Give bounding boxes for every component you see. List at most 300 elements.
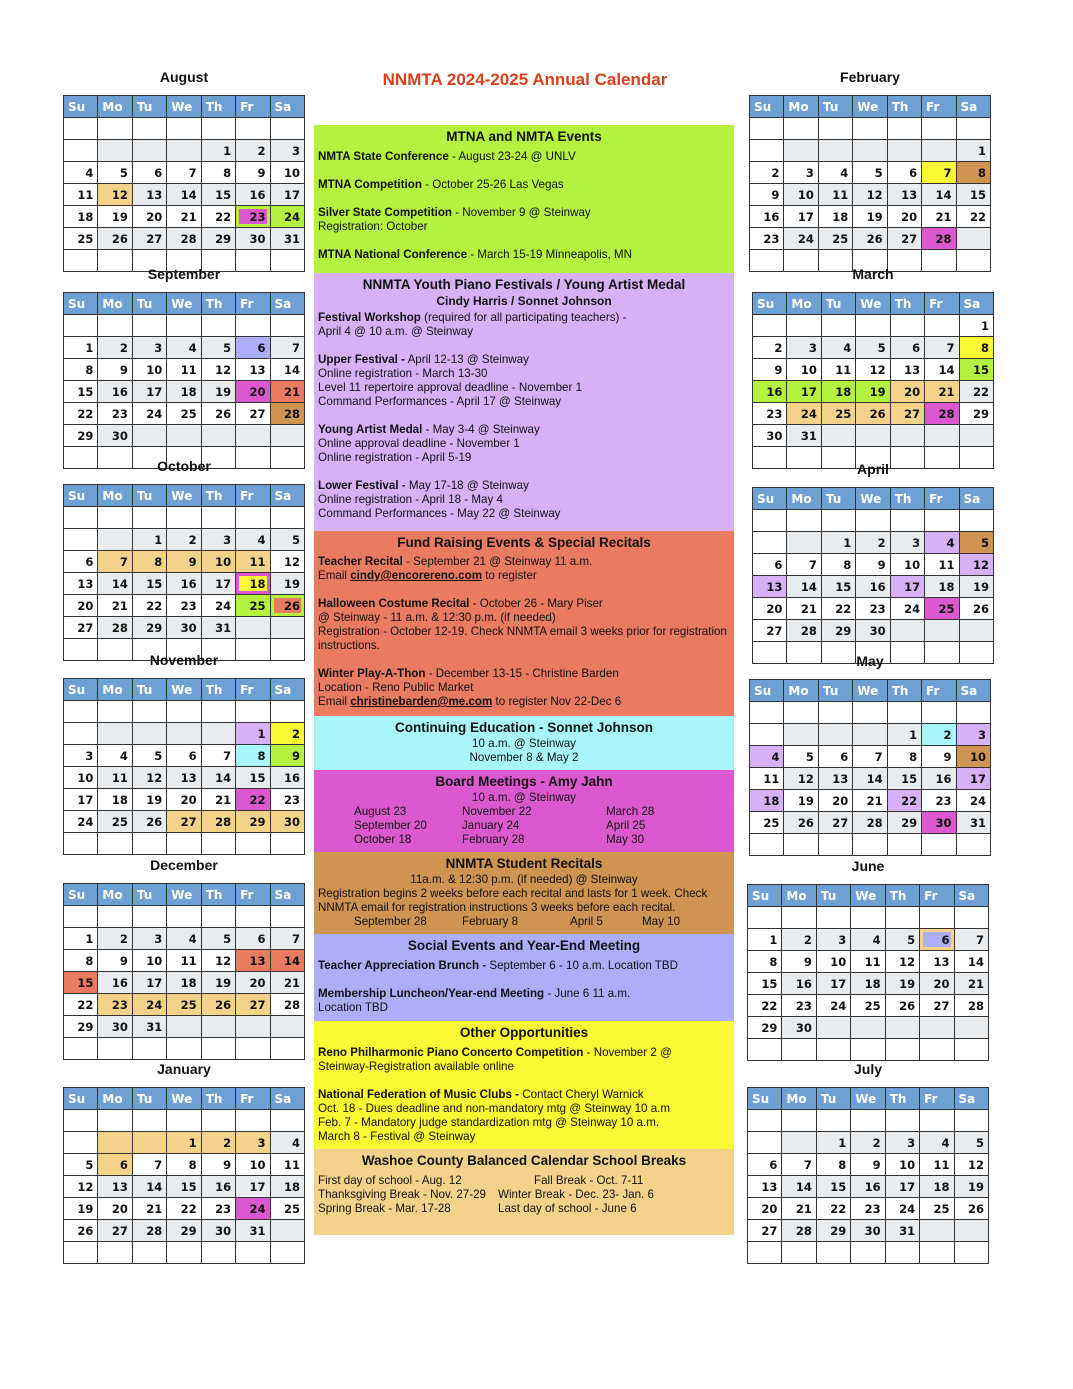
day-cell: 12 [98, 184, 132, 206]
empty-cell [753, 532, 787, 554]
day-cell: 19 [270, 573, 304, 595]
empty-cell [236, 701, 270, 723]
day-cell: 24 [201, 595, 235, 617]
empty-cell [890, 620, 924, 642]
empty-cell [270, 118, 304, 140]
weekday-header: Th [201, 293, 235, 315]
empty-cell [750, 834, 784, 856]
empty-cell [925, 425, 959, 447]
day-cell: 27 [753, 620, 787, 642]
weekday-header: Tu [132, 485, 166, 507]
day-cell: 1 [167, 1132, 201, 1154]
empty-cell [132, 315, 166, 337]
empty-cell [816, 907, 850, 929]
empty-cell [64, 1038, 98, 1060]
section-social-events [314, 934, 734, 1021]
weekday-header: Th [890, 293, 924, 315]
day-cell: 7 [270, 337, 304, 359]
calendar-december [63, 856, 305, 1060]
day-cell: 5 [856, 337, 890, 359]
day-cell: 31 [270, 228, 304, 250]
weekday-header: Sa [270, 96, 304, 118]
day-cell: 7 [98, 551, 132, 573]
event-item: Reno Philharmonic Piano Concerto Competition - November 2 @ Steinway-Registration available online [318, 1046, 672, 1073]
day-cell: 18 [64, 206, 98, 228]
day-cell: 11 [236, 551, 270, 573]
day-cell: 6 [887, 162, 921, 184]
day-cell: 4 [64, 162, 98, 184]
weekday-header: Tu [821, 293, 855, 315]
day-cell: 11 [270, 1154, 304, 1176]
day-cell: 31 [885, 1220, 919, 1242]
section-heading: Board Meetings - Amy Jahn [435, 774, 613, 789]
empty-cell [64, 906, 98, 928]
empty-cell [132, 701, 166, 723]
day-cell: 3 [816, 929, 850, 951]
day-cell: 2 [236, 140, 270, 162]
day-cell: 25 [167, 994, 201, 1016]
day-cell: 20 [753, 598, 787, 620]
info-line: 10 a.m. @ Steinway [472, 791, 576, 804]
day-cell: 7 [925, 337, 959, 359]
day-cell: 20 [236, 381, 270, 403]
day-cell: 28 [98, 617, 132, 639]
empty-cell [64, 1110, 98, 1132]
day-cell: 26 [98, 228, 132, 250]
weekday-header: We [856, 293, 890, 315]
day-cell: 8 [236, 745, 270, 767]
day-cell: 25 [64, 228, 98, 250]
day-cell: 24 [236, 1198, 270, 1220]
day-cell: 18 [920, 1176, 954, 1198]
day-cell: 23 [753, 403, 787, 425]
empty-cell [132, 723, 166, 745]
day-cell: 23 [750, 228, 784, 250]
day-cell: 24 [890, 598, 924, 620]
empty-cell [270, 1110, 304, 1132]
weekday-header: Th [201, 485, 235, 507]
empty-cell [920, 1017, 954, 1039]
empty-cell [787, 510, 821, 532]
calendar-november [63, 651, 305, 855]
day-cell: 9 [753, 359, 787, 381]
event-item: National Federation of Music Clubs - Contact Cheryl Warnick Oct. 18 - Dues deadline and non-mandatory mtg @ Steinway 10 a.m Feb. 7 - Mandatory judge standardization mtg @ Steinway 10 a.m. March 8 - Festival @ Steinway [318, 1088, 671, 1143]
day-cell: 10 [816, 951, 850, 973]
day-cell: 8 [64, 359, 98, 381]
weekday-header: We [167, 1088, 201, 1110]
empty-cell [816, 1242, 850, 1264]
day-cell: 20 [818, 790, 852, 812]
day-cell: 28 [787, 620, 821, 642]
day-cell: 15 [821, 576, 855, 598]
day-cell: 1 [748, 929, 782, 951]
day-cell: 13 [753, 576, 787, 598]
day-cell: 26 [64, 1220, 98, 1242]
calendar-may [749, 652, 991, 856]
day-cell: 29 [887, 812, 921, 834]
empty-cell [201, 1242, 235, 1264]
day-cell: 1 [201, 140, 235, 162]
day-cell: 6 [167, 745, 201, 767]
day-cell: 15 [959, 359, 993, 381]
day-cell: 2 [922, 724, 956, 746]
weekday-header: Su [753, 488, 787, 510]
empty-cell [887, 702, 921, 724]
day-cell: 7 [787, 554, 821, 576]
day-cell: 21 [782, 1198, 816, 1220]
empty-cell [851, 1242, 885, 1264]
day-cell: 12 [132, 767, 166, 789]
day-cell: 6 [818, 746, 852, 768]
day-cell: 9 [851, 1154, 885, 1176]
info-line: November 8 & May 2 [469, 751, 579, 764]
day-cell: 11 [750, 768, 784, 790]
month-title: February [840, 69, 900, 85]
day-cell: 21 [201, 789, 235, 811]
empty-cell [236, 1242, 270, 1264]
day-cell: 18 [98, 789, 132, 811]
day-cell: 31 [132, 1016, 166, 1038]
day-cell: 16 [270, 767, 304, 789]
day-cell: 12 [270, 551, 304, 573]
empty-cell [959, 425, 993, 447]
day-cell: 2 [851, 1132, 885, 1154]
event-item: Winter Play-A-Thon - December 13-15 - Christine Barden Location - Reno Public Market Email christinebarden@me.com to register Nov 22-Dec 6 [318, 667, 622, 708]
day-cell: 6 [236, 928, 270, 950]
day-cell: 16 [856, 576, 890, 598]
month-title: September [147, 266, 221, 282]
day-cell: 4 [98, 745, 132, 767]
weekday-header: Fr [236, 679, 270, 701]
day-cell: 9 [782, 951, 816, 973]
day-cell: 15 [956, 184, 990, 206]
day-cell: 10 [890, 554, 924, 576]
empty-cell [954, 1039, 988, 1061]
day-cell: 29 [167, 1220, 201, 1242]
day-cell: 14 [853, 768, 887, 790]
empty-cell [201, 507, 235, 529]
weekday-header: Th [887, 680, 921, 702]
empty-cell [167, 1038, 201, 1060]
day-cell: 23 [782, 995, 816, 1017]
day-cell: 2 [753, 337, 787, 359]
weekday-header: Tu [132, 1088, 166, 1110]
day-cell: 11 [851, 951, 885, 973]
day-cell: 30 [922, 812, 956, 834]
day-cell: 18 [851, 973, 885, 995]
weekday-header: Fr [236, 1088, 270, 1110]
empty-cell [959, 510, 993, 532]
info-line: 10 a.m. @ Steinway [472, 737, 576, 750]
day-cell: 29 [64, 425, 98, 447]
day-cell: 30 [851, 1220, 885, 1242]
day-cell: 13 [920, 951, 954, 973]
day-cell: 6 [236, 337, 270, 359]
day-cell: 30 [753, 425, 787, 447]
day-cell: 20 [98, 1198, 132, 1220]
day-cell: 3 [787, 337, 821, 359]
empty-cell [132, 118, 166, 140]
empty-cell [959, 620, 993, 642]
empty-cell [920, 1110, 954, 1132]
day-cell: 24 [132, 403, 166, 425]
empty-cell [98, 118, 132, 140]
day-cell: 19 [959, 576, 993, 598]
empty-cell [98, 1110, 132, 1132]
day-cell: 26 [784, 812, 818, 834]
day-cell: 12 [201, 950, 235, 972]
day-cell: 20 [167, 789, 201, 811]
day-cell: 25 [821, 403, 855, 425]
event-item: Festival Workshop (required for all participating teachers) - April 4 @ 10 a.m. @ Steinway [318, 311, 627, 338]
day-cell: 18 [167, 381, 201, 403]
weekday-header: Th [885, 1088, 919, 1110]
day-cell: 22 [956, 206, 990, 228]
events-panel [314, 125, 734, 1235]
empty-cell [853, 140, 887, 162]
day-cell: 8 [167, 1154, 201, 1176]
day-cell: 26 [132, 811, 166, 833]
empty-cell [782, 1110, 816, 1132]
day-cell: 30 [236, 228, 270, 250]
day-cell: 16 [753, 381, 787, 403]
day-cell: 21 [270, 972, 304, 994]
day-cell: 15 [132, 573, 166, 595]
day-cell: 27 [132, 228, 166, 250]
month-title: July [853, 1061, 882, 1077]
day-cell: 17 [64, 789, 98, 811]
event-item: Silver State Competition - November 9 @ Steinway Registration: October [318, 206, 591, 233]
empty-cell [954, 1242, 988, 1264]
empty-cell [853, 702, 887, 724]
day-cell: 27 [890, 403, 924, 425]
calendar-august [63, 68, 305, 272]
day-cell: 22 [748, 995, 782, 1017]
weekday-header: We [851, 1088, 885, 1110]
weekday-header: Mo [98, 884, 132, 906]
empty-cell [922, 834, 956, 856]
empty-cell [201, 701, 235, 723]
day-cell: 30 [782, 1017, 816, 1039]
day-cell: 26 [201, 403, 235, 425]
day-cell: 24 [816, 995, 850, 1017]
empty-cell [167, 118, 201, 140]
empty-cell [787, 315, 821, 337]
day-cell: 21 [98, 595, 132, 617]
empty-cell [748, 907, 782, 929]
day-cell: 4 [167, 337, 201, 359]
email-link[interactable]: christinebarden@me.com [350, 695, 493, 708]
empty-cell [236, 617, 270, 639]
weekday-header: Mo [787, 293, 821, 315]
day-cell: 29 [132, 617, 166, 639]
weekday-header: Fr [922, 96, 956, 118]
section-continuing-education [314, 716, 734, 770]
day-cell: 28 [954, 995, 988, 1017]
day-cell: 17 [236, 1176, 270, 1198]
day-cell: 21 [922, 206, 956, 228]
empty-cell [925, 315, 959, 337]
weekday-header: Tu [816, 885, 850, 907]
weekday-header: Th [201, 679, 235, 701]
day-cell: 30 [98, 1016, 132, 1038]
event-item: MTNA National Conference - March 15-19 Minneapolis, MN [318, 248, 632, 261]
empty-cell [750, 702, 784, 724]
day-cell: 25 [818, 228, 852, 250]
calendar-october [63, 457, 305, 661]
day-cell: 14 [782, 1176, 816, 1198]
day-cell: 10 [784, 184, 818, 206]
weekday-header: Tu [132, 96, 166, 118]
day-cell: 24 [956, 790, 990, 812]
day-cell: 6 [753, 554, 787, 576]
weekday-header: Su [64, 96, 98, 118]
day-cell: 17 [132, 381, 166, 403]
empty-cell [954, 907, 988, 929]
day-cell: 8 [821, 554, 855, 576]
day-cell: 5 [959, 532, 993, 554]
day-cell: 25 [925, 598, 959, 620]
day-cell: 28 [270, 994, 304, 1016]
day-cell: 17 [787, 381, 821, 403]
day-cell: 15 [64, 381, 98, 403]
weekday-header: We [856, 488, 890, 510]
weekday-header: Th [887, 96, 921, 118]
empty-cell [853, 118, 887, 140]
empty-cell [98, 529, 132, 551]
weekday-header: Su [64, 884, 98, 906]
day-cell: 13 [167, 767, 201, 789]
weekday-header: Fr [920, 885, 954, 907]
empty-cell [167, 723, 201, 745]
day-cell: 6 [98, 1154, 132, 1176]
empty-cell [887, 834, 921, 856]
day-cell: 9 [98, 359, 132, 381]
empty-cell [920, 1039, 954, 1061]
day-cell: 16 [851, 1176, 885, 1198]
day-cell: 11 [821, 359, 855, 381]
day-cell: 4 [818, 162, 852, 184]
day-cell: 14 [201, 767, 235, 789]
day-cell: 1 [64, 337, 98, 359]
weekday-header: We [167, 96, 201, 118]
day-cell: 22 [201, 206, 235, 228]
day-cell: 17 [784, 206, 818, 228]
day-cell: 5 [98, 162, 132, 184]
day-cell: 20 [132, 206, 166, 228]
weekday-header: Sa [270, 679, 304, 701]
day-cell: 11 [920, 1154, 954, 1176]
weekday-header: Tu [818, 680, 852, 702]
day-cell: 12 [784, 768, 818, 790]
day-cell: 15 [236, 767, 270, 789]
day-cell: 16 [750, 206, 784, 228]
weekday-header: Sa [959, 488, 993, 510]
weekday-header: Tu [821, 488, 855, 510]
day-cell: 21 [925, 381, 959, 403]
day-cell: 12 [853, 184, 887, 206]
day-cell: 1 [887, 724, 921, 746]
day-cell: 16 [98, 381, 132, 403]
day-cell: 17 [132, 972, 166, 994]
section-mtna [314, 125, 734, 273]
weekday-header: Mo [98, 485, 132, 507]
empty-cell [270, 906, 304, 928]
empty-cell [64, 507, 98, 529]
month-title: January [157, 1061, 211, 1077]
day-cell: 20 [920, 973, 954, 995]
day-cell: 8 [959, 337, 993, 359]
day-cell: 3 [885, 1132, 919, 1154]
day-cell: 23 [851, 1198, 885, 1220]
day-cell: 1 [816, 1132, 850, 1154]
day-cell: 16 [236, 184, 270, 206]
empty-cell [132, 906, 166, 928]
empty-cell [816, 1110, 850, 1132]
day-cell: 2 [98, 337, 132, 359]
empty-cell [956, 834, 990, 856]
day-cell: 28 [922, 228, 956, 250]
day-cell: 4 [236, 529, 270, 551]
day-cell: 28 [925, 403, 959, 425]
day-cell: 17 [885, 1176, 919, 1198]
empty-cell [818, 140, 852, 162]
weekday-header: Th [201, 96, 235, 118]
day-cell: 11 [64, 184, 98, 206]
empty-cell [132, 507, 166, 529]
day-cell: 26 [853, 228, 887, 250]
day-cell: 9 [270, 745, 304, 767]
day-cell: 28 [270, 403, 304, 425]
empty-cell [270, 617, 304, 639]
empty-cell [201, 118, 235, 140]
day-cell: 10 [270, 162, 304, 184]
day-cell: 6 [132, 162, 166, 184]
empty-cell [851, 1017, 885, 1039]
empty-cell [925, 620, 959, 642]
day-cell: 10 [885, 1154, 919, 1176]
weekday-header: Su [748, 885, 782, 907]
day-cell: 9 [856, 554, 890, 576]
day-cell: 25 [98, 811, 132, 833]
day-cell: 7 [782, 1154, 816, 1176]
day-cell: 8 [132, 551, 166, 573]
month-title: June [851, 858, 885, 874]
weekday-header: Tu [816, 1088, 850, 1110]
day-cell: 31 [236, 1220, 270, 1242]
empty-cell [98, 833, 132, 855]
day-cell: 21 [853, 790, 887, 812]
day-cell: 17 [201, 573, 235, 595]
empty-cell [64, 529, 98, 551]
day-cell: 18 [167, 972, 201, 994]
empty-cell [890, 315, 924, 337]
empty-cell [64, 315, 98, 337]
email-link[interactable]: cindy@encorereno.com [350, 569, 483, 582]
day-cell: 27 [236, 403, 270, 425]
empty-cell [167, 701, 201, 723]
weekday-header: Fr [922, 680, 956, 702]
day-cell: 10 [132, 359, 166, 381]
day-cell: 8 [816, 1154, 850, 1176]
empty-cell [818, 834, 852, 856]
day-cell: 20 [887, 206, 921, 228]
day-cell: 7 [167, 162, 201, 184]
day-cell: 25 [270, 1198, 304, 1220]
day-cell: 12 [959, 554, 993, 576]
day-cell: 26 [959, 598, 993, 620]
section-heading: Fund Raising Events & Special Recitals [397, 535, 651, 550]
